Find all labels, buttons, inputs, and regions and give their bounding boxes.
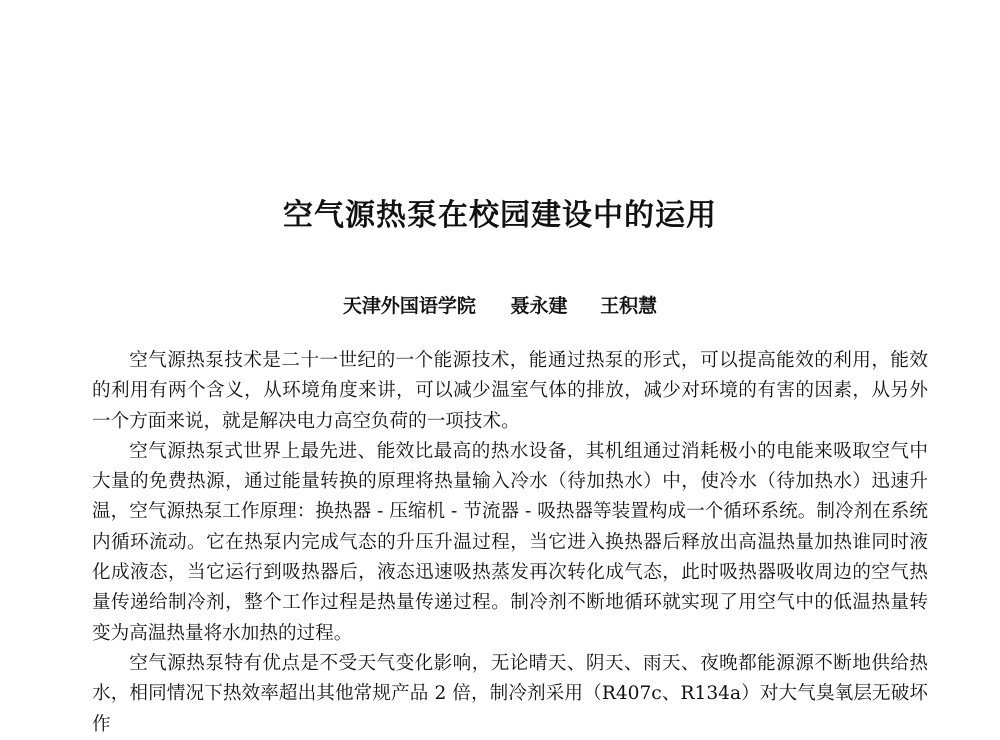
author-name: 聂永建 — [510, 295, 568, 317]
paragraph: 空气源热泵式世界上最先进、能效比最高的热水设备，其机组通过消耗极小的电能来吸取空气中大量的免费热源，通过能量转换的原理将热量输入冷水（待加热水）中，使冷水（待加热水）迅速升温，空气源热泵工作原理：换热器 - 压缩机 - 节流器 - 吸热器等装置构成一个循环系统。制冷剂在系统内循环流动。它在热泵内完成气态的升压升温过程，当它进入换热器后释放出高温热量加热谁同时液化成液态，当它运行到吸热器后，液态迅速吸热蒸发再次转化成气态，此时吸热器吸收周边的空气热量传递给制冷剂，整个工作过程是热量传递过程。制冷剂不断地循环就实现了用空气中的低温热量转变为高温热量将水加热的过程。 — [92, 440, 928, 644]
author-name: 王积慧 — [600, 295, 658, 317]
article-body — [92, 346, 928, 740]
byline — [0, 293, 1000, 319]
paragraph: 空气源热泵技术是二十一世纪的一个能源技术，能通过热泵的形式，可以提高能效的利用，能效的利用有两个含义，从环境角度来讲，可以减少温室气体的排放，减少对环境的有害的因素，从另外一个方面来说，就是解决电力高空负荷的一项技术。 — [92, 350, 928, 432]
paragraph: 空气源热泵特有优点是不受天气变化影响，无论晴天、阴天、雨天、夜晚都能源源不断地供给热水，相同情况下热效率超出其他常规产品 2 倍，制冷剂采用（R407c、R134a）对大气臭氧层无破坏作 — [92, 652, 928, 735]
article-title: 空气源热泵在校园建设中的运用 — [283, 198, 717, 233]
author-affiliation: 天津外国语学院 — [342, 295, 476, 317]
